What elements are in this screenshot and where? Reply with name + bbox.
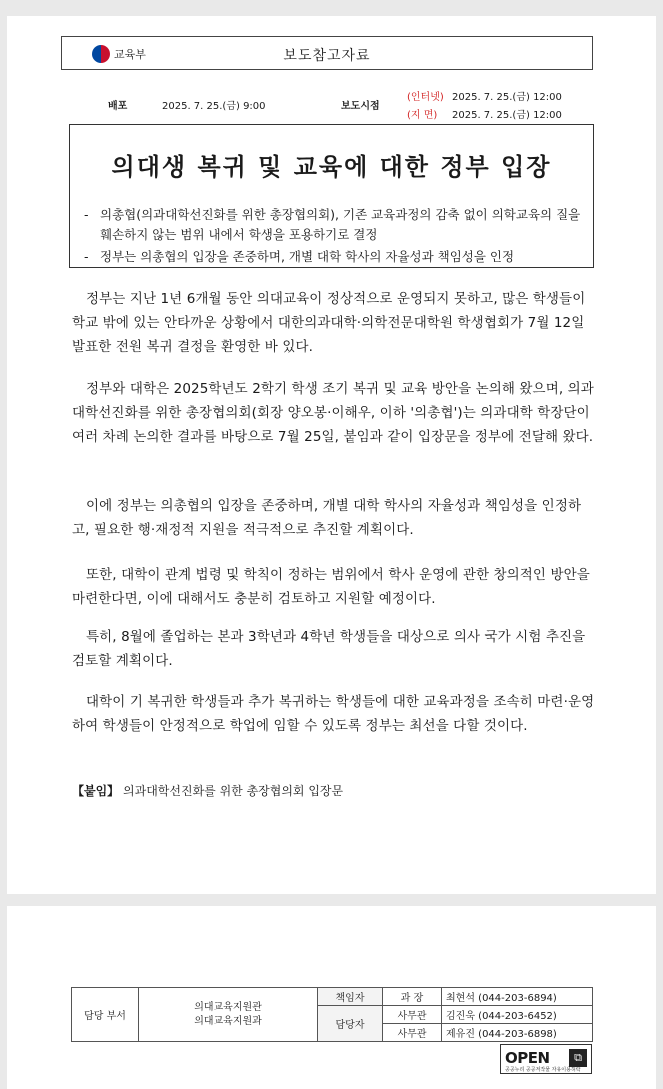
body-paragraph: 이에 정부는 의총협의 입장을 존중하며, 개별 대학 학사의 자율성과 책임성을 인정하고, 필요한 행·재정적 지원을 적극적으로 추진할 계획이다. xyxy=(72,498,582,538)
dept-label: 담당 부서 xyxy=(72,988,139,1042)
contact-table xyxy=(71,987,593,1042)
contact-phone: (044-203-6898) xyxy=(478,1029,557,1040)
summary-bullet xyxy=(84,247,583,267)
embargo-label: 보도시점 xyxy=(341,101,380,112)
attachment-text: 의과대학선진화를 위한 총장협의회 입장문 xyxy=(123,784,344,798)
body-paragraph: 정부와 대학은 2025학년도 2학기 학생 조기 복귀 및 교육 방안을 논의해 왔으며, 의과대학선진화를 위한 총장협의회(회장 양오봉·이해우, 이하 '의총협')는 의과대학 학장단이 여러 차례 논의한 결과를 바탕으로 7월 25일, 붙임과 같이 입장문을 정부에 전달해 왔다. xyxy=(72,381,594,445)
contact-role: 과 장 xyxy=(383,988,442,1006)
contact-name: 김진욱 xyxy=(446,1011,475,1022)
dept-name-1: 의대교육지원관 xyxy=(194,1001,262,1013)
contact-role: 사무관 xyxy=(383,1006,442,1024)
open-license-badge xyxy=(500,1044,592,1074)
internet-label: (인터넷) xyxy=(407,92,444,103)
bullet-text: 의총협(의과대학선진화를 위한 총장협의회), 기존 교육과정의 감축 없이 의학교육의 질을 훼손하지 않는 범위 내에서 학생을 포용하기로 결정 xyxy=(100,207,581,242)
open-badge-text: OPEN xyxy=(505,1049,550,1067)
contact-name: 최현석 xyxy=(446,993,475,1004)
bullet-text: 정부는 의총협의 입장을 존중하며, 개별 대학 학사의 자율성과 책임성을 인정 xyxy=(100,249,515,264)
distribution-label: 배포 xyxy=(108,101,128,112)
bullet-dash: - xyxy=(84,207,89,222)
body-paragraph: 특히, 8월에 졸업하는 본과 3학년과 4학년 학생들을 대상으로 의사 국가 시험 추진을 검토할 계획이다. xyxy=(72,629,586,669)
summary-bullet xyxy=(84,205,583,245)
page-title: 의대생 복귀 및 교육에 대한 정부 입장 xyxy=(111,153,552,181)
ministry-name: 교육부 xyxy=(114,48,146,61)
title-box xyxy=(69,124,594,268)
responsible-label: 책임자 xyxy=(318,988,383,1006)
contact-person xyxy=(442,1024,593,1042)
copy-icon: ⧉ xyxy=(569,1049,587,1067)
body-paragraph: 대학이 기 복귀한 학생들과 추가 복귀하는 학생들에 대한 교육과정을 조속히 마련·운영하여 학생들이 안정적으로 학업에 임할 수 있도록 정부는 최선을 다할 것이다. xyxy=(72,694,595,734)
print-label: (지 면) xyxy=(407,110,438,121)
contact-phone: (044-203-6894) xyxy=(478,993,557,1004)
body-paragraph: 정부는 지난 1년 6개월 동안 의대교육이 정상적으로 운영되지 못하고, 많은 학생들이 학교 밖에 있는 안타까운 상황에서 대한의과대학·의학전문대학원 학생협회가 7월 12일 발표한 전원 복귀 결정을 환영한 바 있다. xyxy=(72,291,586,355)
dept-name-2: 의대교육지원과 xyxy=(194,1015,262,1027)
contact-person xyxy=(442,988,593,1006)
open-badge-sub: 공공누리 공공저작물 자유이용허락 xyxy=(505,1067,581,1073)
officer-label: 담당자 xyxy=(318,1006,383,1042)
internet-date: 2025. 7. 25.(금) 12:00 xyxy=(452,92,562,103)
contact-name: 제유진 xyxy=(446,1029,475,1040)
distribution-date: 2025. 7. 25.(금) 9:00 xyxy=(162,101,266,112)
attachment-note xyxy=(72,782,343,799)
dept-names xyxy=(139,988,318,1042)
bullet-dash: - xyxy=(84,249,89,264)
contact-phone: (044-203-6452) xyxy=(478,1011,557,1022)
contact-role: 사무관 xyxy=(383,1024,442,1042)
contact-person xyxy=(442,1006,593,1024)
doc-type: 보도참고자료 xyxy=(283,48,371,64)
print-date: 2025. 7. 25.(금) 12:00 xyxy=(452,110,562,121)
body-paragraph: 또한, 대학이 관계 법령 및 학칙이 정하는 범위에서 학사 운영에 관한 창의적인 방안을 마련한다면, 이에 대해서도 충분히 검토하고 지원할 예정이다. xyxy=(72,567,590,607)
attachment-label: 【붙임】 xyxy=(72,784,120,798)
document-header xyxy=(61,36,593,70)
